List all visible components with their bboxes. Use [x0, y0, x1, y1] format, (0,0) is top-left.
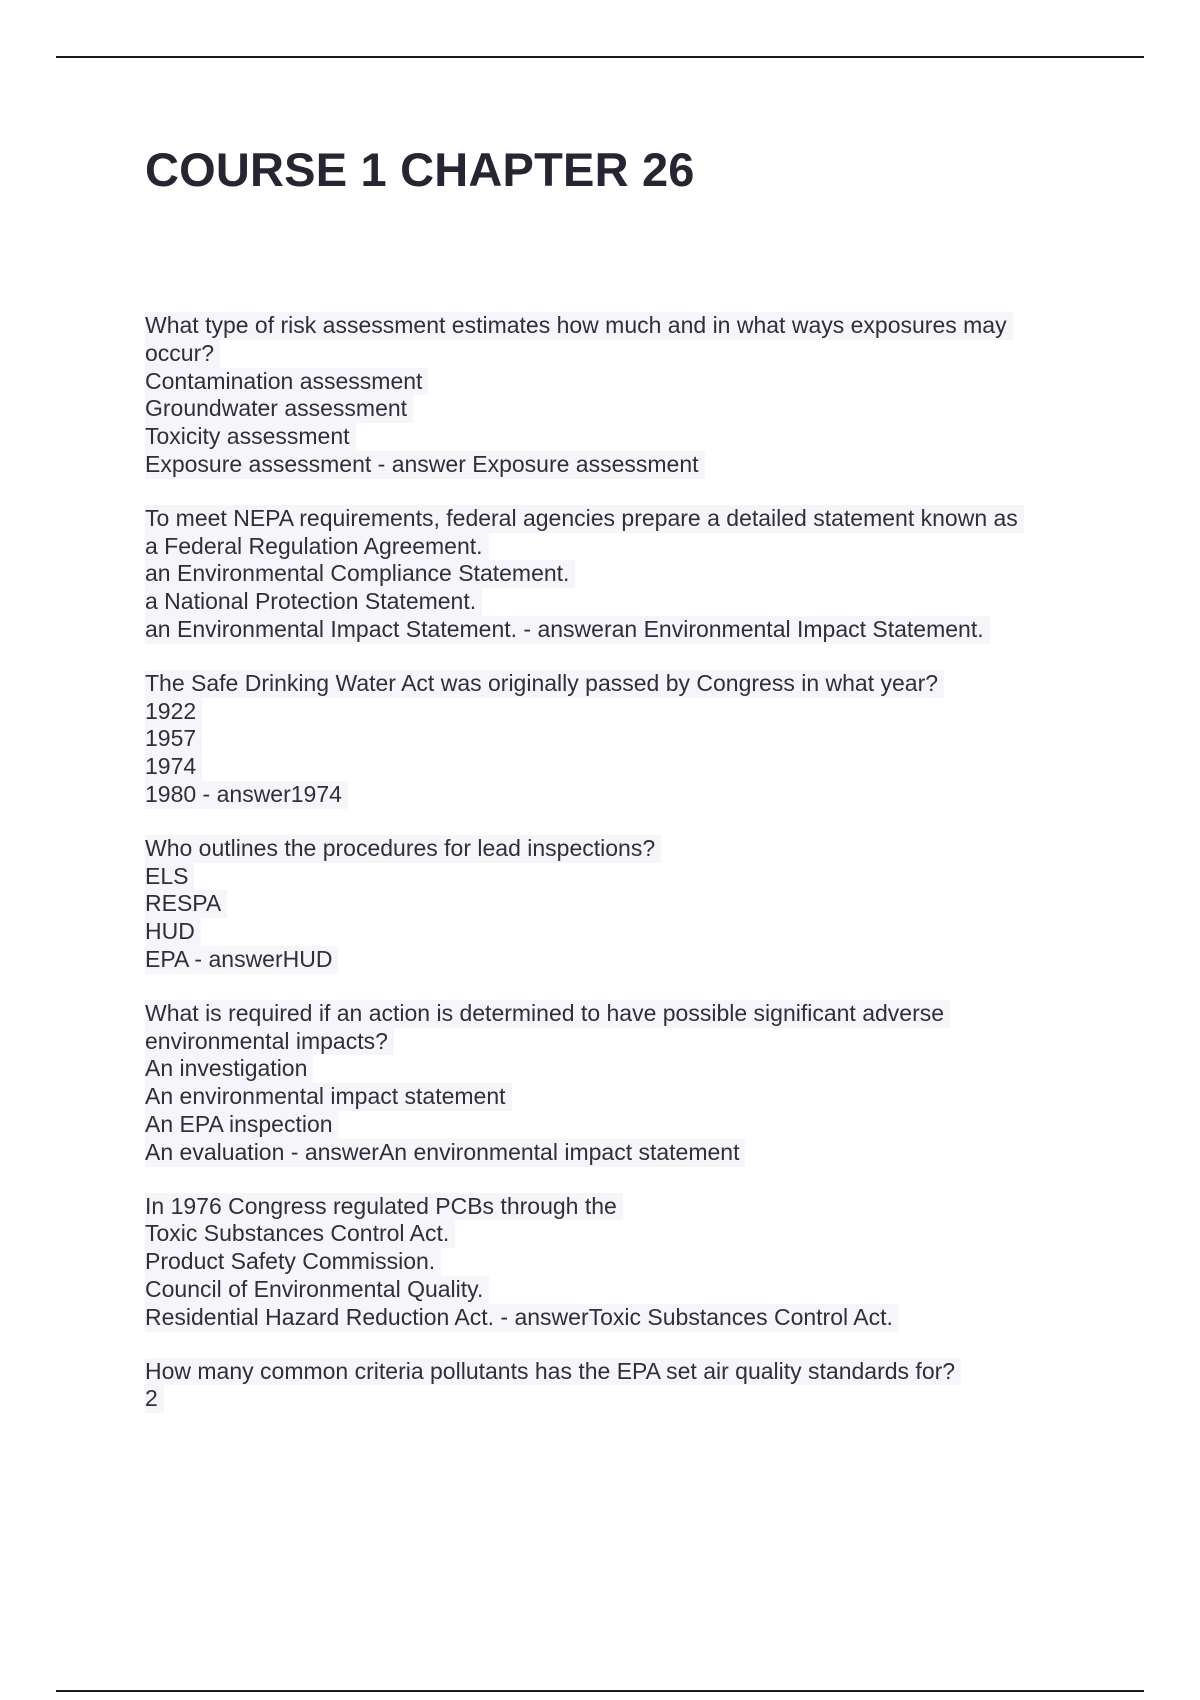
answer-option: Product Safety Commission.	[145, 1248, 441, 1276]
answer-option: 1922	[145, 698, 202, 726]
question-text: How many common criteria pollutants has the EPA set air quality standards for?	[145, 1358, 961, 1386]
question-block	[145, 505, 1075, 644]
question-text: What type of risk assessment estimates how much and in what ways exposures may	[145, 312, 1013, 340]
answer-option: 2	[145, 1385, 164, 1413]
answer-option: Contamination assessment	[145, 368, 428, 396]
answer-option: an Environmental Impact Statement. - answeran Environmental Impact Statement.	[145, 616, 990, 644]
question-text: To meet NEPA requirements, federal agencies prepare a detailed statement known as	[145, 505, 1024, 533]
answer-option: 1957	[145, 725, 202, 753]
question-text: In 1976 Congress regulated PCBs through the	[145, 1193, 623, 1221]
answer-option: An evaluation - answerAn environmental impact statement	[145, 1139, 745, 1167]
answer-option: Council of Environmental Quality.	[145, 1276, 489, 1304]
answer-option: Toxic Substances Control Act.	[145, 1220, 455, 1248]
answer-option: a National Protection Statement.	[145, 588, 482, 616]
answer-option: Toxicity assessment	[145, 423, 356, 451]
answer-option: occur?	[145, 340, 220, 368]
answer-option: Groundwater assessment	[145, 395, 413, 423]
answer-option: an Environmental Compliance Statement.	[145, 560, 575, 588]
answer-option: ELS	[145, 863, 194, 891]
question-block	[145, 1193, 1075, 1332]
answer-option: RESPA	[145, 890, 227, 918]
answer-option: HUD	[145, 918, 201, 946]
answer-option: 1980 - answer1974	[145, 781, 348, 809]
question-text: Who outlines the procedures for lead inspections?	[145, 835, 661, 863]
answer-option: An environmental impact statement	[145, 1083, 512, 1111]
answer-option: Exposure assessment - answer Exposure assessment	[145, 451, 705, 479]
question-block	[145, 312, 1075, 479]
answer-option: Residential Hazard Reduction Act. - answerToxic Substances Control Act.	[145, 1304, 899, 1332]
answer-option: a Federal Regulation Agreement.	[145, 533, 489, 561]
answer-option: An investigation	[145, 1055, 313, 1083]
question-block	[145, 1000, 1075, 1167]
header-rule	[56, 56, 1144, 58]
page-title: COURSE 1 CHAPTER 26	[145, 143, 695, 196]
question-block	[145, 1358, 1075, 1414]
footer-rule	[56, 1690, 1144, 1692]
question-text: The Safe Drinking Water Act was originally passed by Congress in what year?	[145, 670, 944, 698]
answer-option: EPA - answerHUD	[145, 946, 338, 974]
answer-option: 1974	[145, 753, 202, 781]
question-block	[145, 835, 1075, 974]
answer-option: environmental impacts?	[145, 1028, 394, 1056]
question-list	[145, 312, 1075, 1439]
question-block	[145, 670, 1075, 809]
answer-option: An EPA inspection	[145, 1111, 339, 1139]
question-text: What is required if an action is determined to have possible significant adverse	[145, 1000, 950, 1028]
